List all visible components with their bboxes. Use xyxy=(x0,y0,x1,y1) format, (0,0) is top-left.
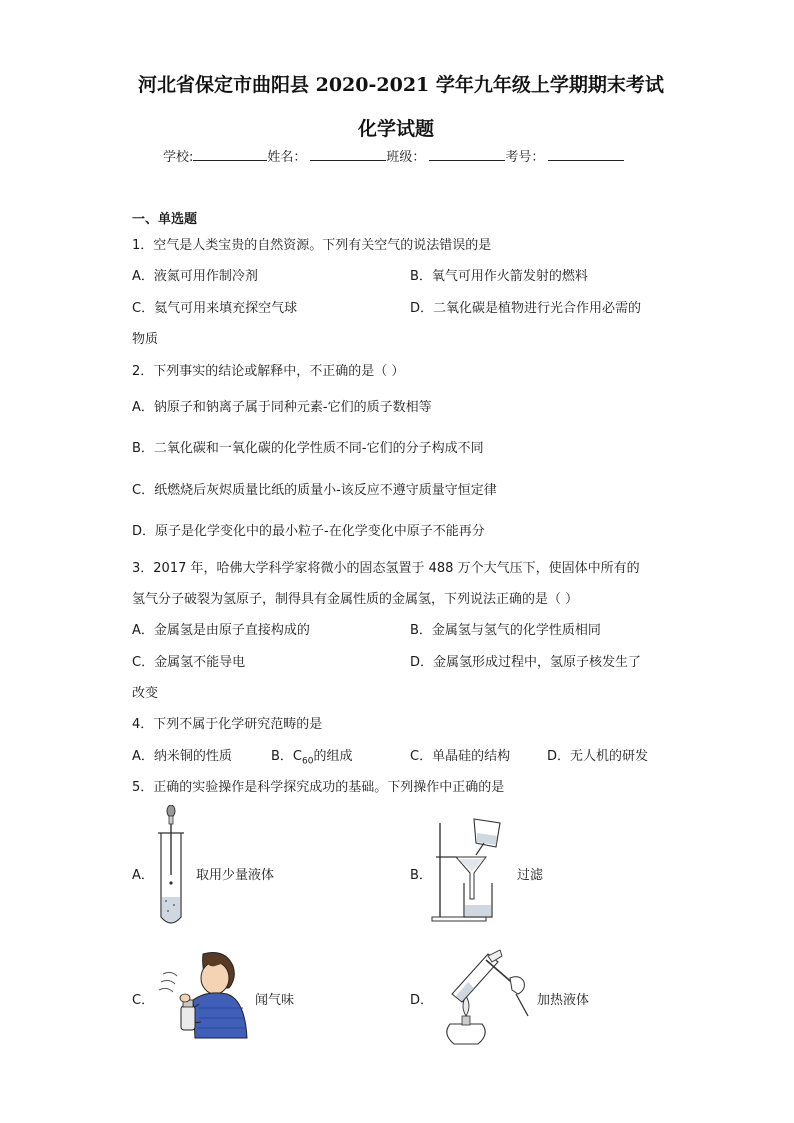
q5-option-d-label: 加热液体 xyxy=(537,993,590,1008)
q1-stem: 1．空气是人类宝贵的自然资源。下列有关空气的说法错误的是 xyxy=(132,238,492,253)
school-field[interactable] xyxy=(193,147,267,161)
q2-option-a: A．钠原子和钠离子属于同种元素-它们的质子数相等 xyxy=(132,400,432,415)
q5-stem: 5．正确的实验操作是科学探究成功的基础。下列操作中正确的是 xyxy=(132,780,505,795)
q5-option-d-letter: D． xyxy=(410,993,434,1008)
q1-option-d: D．二氧化碳是植物进行光合作用必需的 xyxy=(410,301,642,316)
page-title: 河北省保定市曲阳县 2020-2021 学年九年级上学期期末考试 xyxy=(138,74,664,96)
q5-option-c-label: 闻气味 xyxy=(255,993,295,1008)
q2-option-d: D．原子是化学变化中的最小粒子-在化学变化中原子不能再分 xyxy=(132,524,485,539)
q1-option-b: B．氧气可用作火箭发射的燃料 xyxy=(410,269,588,284)
q2-stem: 2．下列事实的结论或解释中，不正确的是（ ） xyxy=(132,364,405,379)
q1-option-a: A．液氮可用作制冷剂 xyxy=(132,269,258,284)
q4-option-b xyxy=(271,745,352,767)
smelling-person-figure xyxy=(155,948,251,1042)
q4-option-b-subscript: 60 xyxy=(302,756,314,767)
dropper-test-tube-figure xyxy=(155,805,191,930)
class-field[interactable] xyxy=(429,147,505,161)
q4-option-c: C．单晶硅的结构 xyxy=(410,749,511,764)
q2-option-c: C．纸燃烧后灰烬质量比纸的质量小-该反应不遵守质量守恒定律 xyxy=(132,483,497,498)
q1-option-c: C．氦气可用来填充探空气球 xyxy=(132,301,298,316)
q3-option-c: C．金属氢不能导电 xyxy=(132,655,246,670)
q5-option-b-letter: B． xyxy=(410,868,432,883)
q3-option-b: B．金属氢与氢气的化学性质相同 xyxy=(410,623,601,638)
q5-option-a-letter: A． xyxy=(132,868,154,883)
class-label: 班级： xyxy=(386,150,426,165)
q4-option-b-prefix: B．C xyxy=(271,749,302,764)
q1-option-d-continued: 物质 xyxy=(132,332,159,347)
q5-option-c-letter: C． xyxy=(132,993,155,1008)
section-heading: 一、单选题 xyxy=(132,212,198,227)
name-field[interactable] xyxy=(310,147,386,161)
school-label: 学校: xyxy=(163,150,194,165)
exam-no-label: 考号： xyxy=(505,150,545,165)
heating-liquid-figure xyxy=(428,944,534,1050)
name-label: 姓名： xyxy=(267,150,307,165)
q3-option-a: A．金属氢是由原子直接构成的 xyxy=(132,623,310,638)
q3-stem-line2: 氢气分子破裂为氢原子，制得具有金属性质的金属氢，下列说法正确的是（ ） xyxy=(132,592,579,607)
info-fields xyxy=(163,146,624,165)
q4-option-b-suffix: 的组成 xyxy=(313,749,353,764)
q3-stem-line1: 3．2017 年，哈佛大学科学家将微小的固态氢置于 488 万个大气压下，使固体中所有的 xyxy=(132,561,640,576)
q2-option-b: B．二氧化碳和一氧化碳的化学性质不同-它们的分子构成不同 xyxy=(132,441,484,456)
filtration-figure xyxy=(430,817,512,923)
q5-option-b-label: 过滤 xyxy=(517,868,544,883)
exam-no-field[interactable] xyxy=(548,147,624,161)
q3-option-d: D．金属氢形成过程中，氢原子核发生了 xyxy=(410,655,642,670)
q4-option-d: D．无人机的研发 xyxy=(547,749,649,764)
q5-option-a-label: 取用少量液体 xyxy=(196,868,275,883)
q4-option-a: A．纳米铜的性质 xyxy=(132,749,232,764)
q4-stem: 4．下列不属于化学研究范畴的是 xyxy=(132,717,323,732)
q3-option-d-continued: 改变 xyxy=(132,686,159,701)
page-subtitle: 化学试题 xyxy=(358,118,435,140)
